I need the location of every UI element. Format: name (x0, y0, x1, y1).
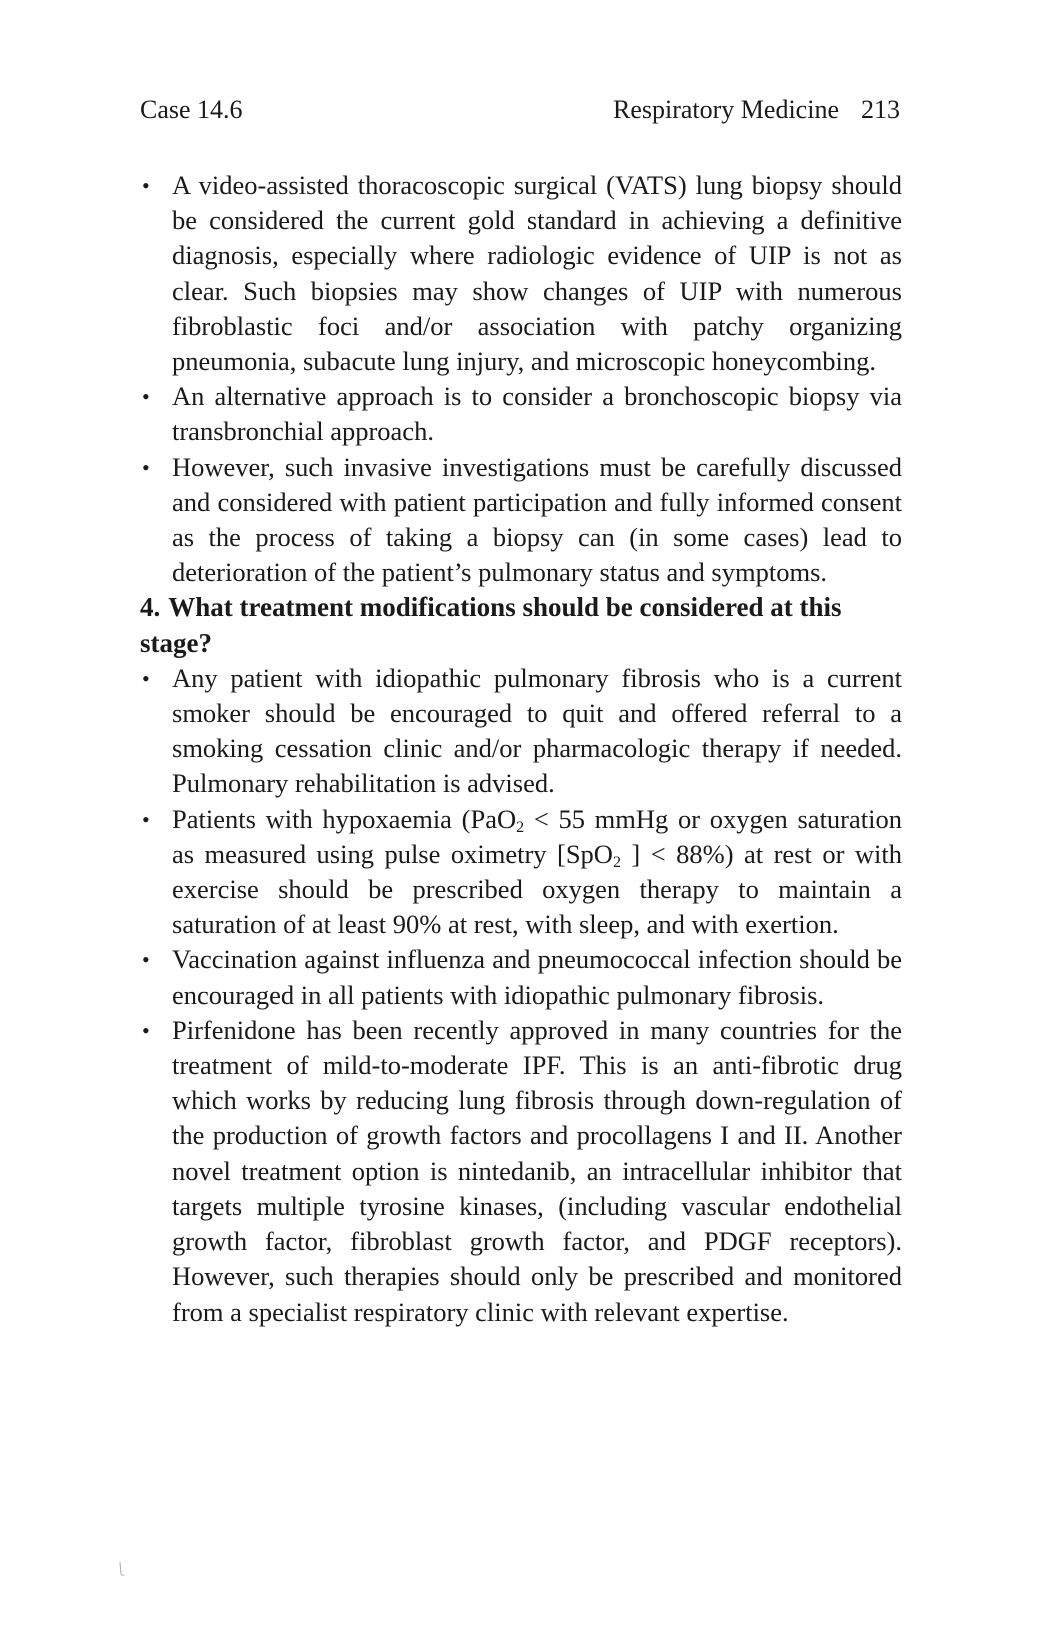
running-head-right (613, 90, 900, 130)
running-head (140, 90, 900, 130)
bullet-icon: • (142, 806, 150, 832)
bullet-icon: • (142, 1017, 150, 1043)
bullet-text: Any patient with idiopathic pulmonary fibrosis who is a current smoker should be encouraged to quit and offered referral to a smoking cessation clinic and/or pharmacologic therapy if needed. Pulmonary rehabilitation is advised. (172, 662, 902, 799)
list-item (140, 168, 902, 379)
question-text: What treatment modifications should be considered at this stage? (140, 592, 842, 658)
oxygen-text-part: Patients with hypoxaemia (PaO (172, 803, 517, 834)
bullet-icon: • (142, 947, 150, 973)
question-heading (140, 590, 902, 660)
bullet-icon: • (142, 665, 150, 691)
subscript: 2 (516, 818, 525, 836)
biopsy-bullet-list (140, 168, 902, 590)
bullet-text: Pirfenidone has been recently approved in many countries for the treatment of mild-to-moderate IPF. This is an anti-fibrotic drug which works by reducing lung fibrosis through down-regulation of the production of growth factors and procollagens I and II. Another novel treatment option is nintedanib, an intracellular inhibitor that targets multiple tyrosine kinases, (including vascular endothelial growth factor, fibroblast growth factor, and PDGF receptors). However, such therapies should only be prescribed and monitored from a specialist respiratory clinic with relevant expertise. (172, 1014, 902, 1327)
subscript: 2 (612, 853, 621, 871)
page-body (140, 168, 902, 1330)
case-label: Case 14.6 (140, 95, 243, 124)
bullet-text (172, 804, 902, 940)
bullet-text: An alternative approach is to consider a bronchoscopic biopsy via transbronchial approach. (172, 381, 902, 447)
bullet-icon: • (142, 384, 150, 410)
page-number: 213 (861, 95, 900, 124)
bullet-text: However, such invasive investigations must be carefully discussed and considered with patient participation and fully informed consent as the process of taking a biopsy can (in some cases) lead to deterioration of the patient’s pulmonary status and symptoms. (172, 451, 902, 588)
bullet-text: Vaccination against influenza and pneumococcal infection should be encouraged in all patients with idiopathic pulmonary fibrosis. (172, 944, 902, 1010)
treatment-bullet-list (140, 661, 902, 1330)
list-item (140, 661, 902, 802)
list-item (140, 450, 902, 591)
bullet-icon: • (142, 173, 150, 198)
bullet-text: A video-assisted thoracoscopic surgical (VATS) lung biopsy should be considered the current gold standard in achieving a definitive diagnosis, especially where radiologic evidence of UIP is not as clear. Such biopsies may show changes of UIP with numerous fibroblastic foci and/or association with patchy organizing pneumonia, subacute lung injury, and microscopic honeycombing. (172, 170, 902, 377)
scan-speck-icon (118, 1560, 126, 1580)
list-item (140, 379, 902, 449)
list-item (140, 1013, 902, 1330)
list-item (140, 802, 902, 943)
oxygen-text-part: ] < 88%) at rest or with exercise should be prescribed oxygen therapy to maintain a saturation of at least 90% at rest, with sleep, and with exertion. (172, 838, 902, 940)
bullet-icon: • (142, 454, 150, 480)
question-number: 4. (140, 592, 161, 623)
list-item (140, 942, 902, 1012)
section-title: Respiratory Medicine (613, 95, 839, 124)
oxygen-text-part: < 55 mmHg or oxygen saturation as measured using pulse oximetry [SpO (172, 803, 902, 869)
